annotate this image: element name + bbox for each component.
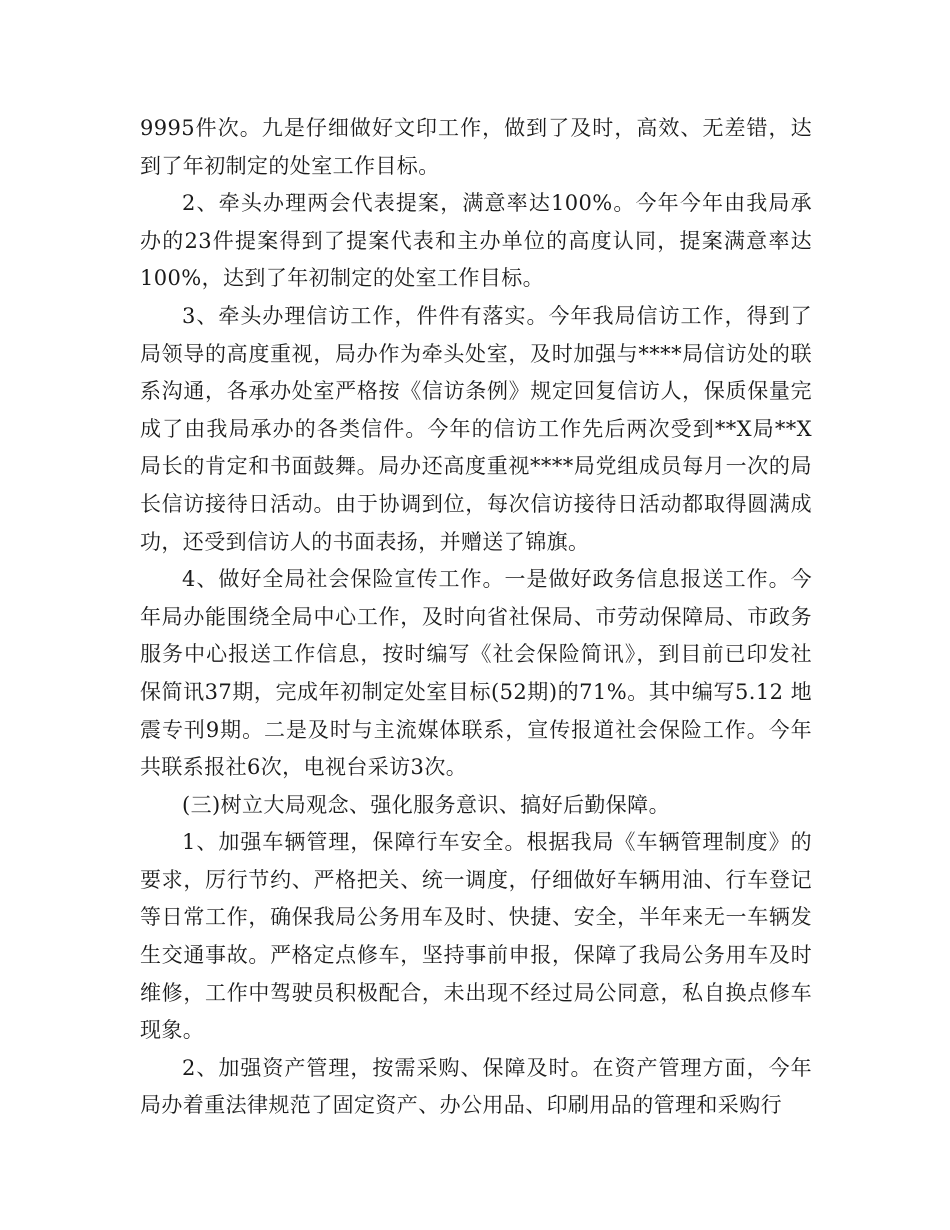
paragraph-1: 9995件次。九是仔细做好文印工作，做到了及时，高效、无差错，达到了年初制定的处室工作目标。 bbox=[140, 116, 812, 178]
paragraph-4: 4、做好全局社会保险宣传工作。一是做好政务信息报送工作。今年局办能围绕全局中心工作，及时向省社保局、市劳动保障局、市政务服务中心报送工作信息，按时编写《社会保险简讯》，到目前已印发社保简讯37期，完成年初制定处室目标(52期)的71%。其中编写5.12 地震专刊9期。二是及时与主流媒体联系，宣传报道社会保险工作。今年共联系报社6次，电视台采访3次。 bbox=[140, 567, 812, 780]
document-body bbox=[140, 110, 812, 1125]
section-heading-3: (三)树立大局观念、强化服务意识、搞好后勤保障。 bbox=[182, 792, 670, 817]
paragraph-6: 2、加强资产管理，按需采购、保障及时。在资产管理方面，今年局办着重法律规范了固定资产、办公用品、印刷用品的管理和采购行 bbox=[140, 1055, 812, 1118]
paragraph-2: 2、牵头办理两会代表提案，满意率达100%。今年今年由我局承办的23件提案得到了提案代表和主办单位的高度认同，提案满意率达100%，达到了年初制定的处室工作目标。 bbox=[140, 191, 812, 291]
paragraph-5: 1、加强车辆管理，保障行车安全。根据我局《车辆管理制度》的要求，厉行节约、严格把关、统一调度，仔细做好车辆用油、行车登记等日常工作，确保我局公务用车及时、快捷、安全，半年来无一车辆发生交通事故。严格定点修车，坚持事前申报，保障了我局公务用车及时维修，工作中驾驶员积极配合，未出现不经过局公同意，私自换点修车现象。 bbox=[140, 830, 812, 1043]
paragraph-3: 3、牵头办理信访工作，件件有落实。今年我局信访工作，得到了局领导的高度重视，局办作为牵头处室，及时加强与****局信访处的联系沟通，各承办处室严格按《信访条例》规定回复信访人，保质保量完成了由我局承办的各类信件。今年的信访工作先后两次受到**X局**X局长的肯定和书面鼓舞。局办还高度重视****局党组成员每月一次的局长信访接待日活动。由于协调到位，每次信访接待日活动都取得圆满成功，还受到信访人的书面表扬，并赠送了锦旗。 bbox=[140, 303, 812, 554]
